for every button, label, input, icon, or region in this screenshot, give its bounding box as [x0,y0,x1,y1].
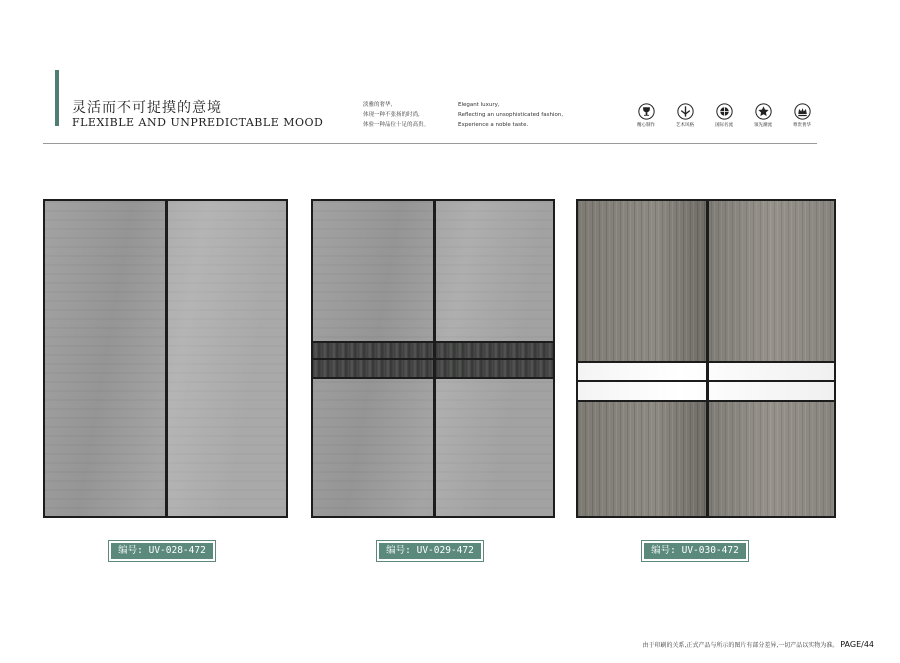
feature-craft: 精心制作 [634,103,658,128]
glass-reflection [168,201,286,516]
door-split [706,201,709,516]
arrow-star-icon [677,103,694,120]
accent-bar [55,70,59,126]
product-code-badge: 编号: UV-028-472 [110,542,214,560]
door-split [433,201,436,516]
globe-icon [716,103,733,120]
door-split [165,201,168,516]
feature-art-style: 艺术风格 [673,103,697,128]
product-code-badge: 编号: UV-030-472 [643,542,747,560]
product-image-uv-028 [43,199,288,518]
page-number: PAGE/44 [840,640,874,649]
glass-reflection [708,201,834,516]
product-image-uv-029 [311,199,555,518]
feature-trend: 领先潮流 [751,103,775,128]
disclaimer-text: 由于印刷的关系,正式产品与所示的图片有部分差异,一切产品以实物为准。 [642,642,839,649]
tagline-english: Elegant luxury, Reflecting an unsophisticated fashion, Experience a noble taste. [458,102,564,128]
feature-luxury: 尊贵奢华 [790,103,814,128]
product-code-badge: 编号: UV-029-472 [378,542,482,560]
crown-icon [794,103,811,120]
feature-international: 国际名流 [712,103,736,128]
product-image-uv-030 [576,199,836,518]
page-title: 灵活而不可捉摸的意境 [72,100,222,116]
feature-icons [634,103,814,128]
page-footer [642,640,874,649]
star-icon [755,103,772,120]
trophy-icon [638,103,655,120]
header-divider [43,143,817,144]
page-title-english: FLEXIBLE AND UNPREDICTABLE MOOD [72,116,324,129]
tagline-chinese: 淡雅的奢华, 体现一种不张扬的时尚, 体验一种品位十足的高贵。 [363,102,430,128]
